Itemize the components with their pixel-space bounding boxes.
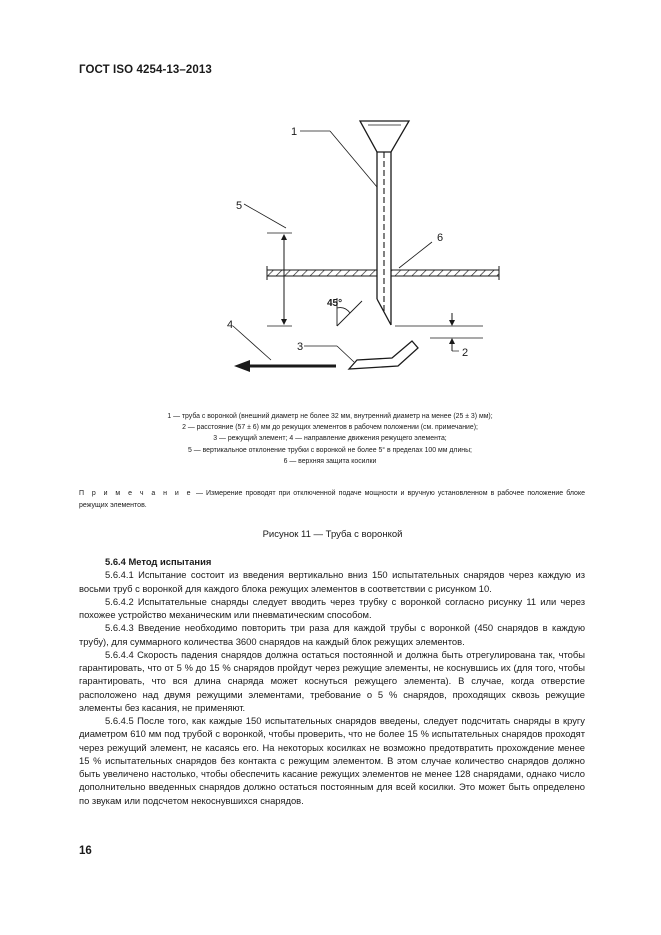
label-3: 3 [297, 341, 304, 353]
paragraph: 5.6.4.1 Испытание состоит из введения вертикально вниз 150 испытательных снарядов через каждую из восьми труб с воронкой для каждого блока режущих элементов в соответствии с рисунком 10. [79, 569, 585, 594]
label-6: 6 [437, 232, 444, 244]
note-text: — Измерение проводят при отключенной подаче мощности и вручную установленном в рабочее положение блоке режущих элементов. [79, 490, 585, 509]
note-prefix: П р и м е ч а н и е [79, 490, 193, 497]
paragraph: 5.6.4.5 После того, как каждые 150 испытательных снарядов введены, следует подсчитать снаряды в кругу диаметром 610 мм под трубой с воронкой, чтобы проверить, что не более 15 % испытательных снарядов проходят через режущий элемент, не касаясь его. На некоторых косилках не возможно предотвратить прохождение менее 15 % испытательных снарядов без контакта с режущим элементом. В этом случае количество снарядов должно быть увеличено настолько, чтобы обеспечить касание режущих элементов не менее 128 снарядами, однако число дополнительно введенных снарядов должно остаться постоянным для всей косилки. Это может быть определено по звукам или подсчетом некоснувшихся снарядов. [79, 715, 585, 806]
figure-note [79, 488, 585, 511]
label-2: 2 [462, 347, 469, 359]
vertical-deviation-dimension [267, 233, 292, 326]
label-4: 4 [227, 319, 234, 331]
funnel-cone [360, 121, 409, 152]
leader-lines [233, 131, 432, 362]
legend-line: 2 — расстояние (57 ± 6) мм до режущих элементов в рабочем положении (см. примечание); [182, 424, 478, 432]
legend-line: 5 — вертикальное отклонение трубки с воронкой не более 5° в пределах 100 мм длины; [188, 446, 472, 454]
figure-legend [80, 411, 580, 467]
legend-line: 1 — труба с воронкой (внешний диаметр не более 32 мм, внутренний диаметр на менее (25 ± 3) мм); [167, 413, 493, 420]
funnel-tube-diagram [0, 100, 661, 390]
paragraph: 5.6.4.4 Скорость падения снарядов должна остаться постоянной и должна быть отрегулирована так, чтобы гарантировать, что от 5 % до 15 % снарядов пройдут через режущие элементы, не коснувшись их (для того, чтобы гарантировать, что вся длина снаряда может коснуться режущего элемента). В случае, когда отверстие расположено над двумя режущими элементами, требование о 5 % снарядов, проходящих сквозь режущие элементы без касания, не применяют. [79, 648, 585, 713]
section-body [79, 555, 585, 807]
paragraph: 5.6.4.2 Испытательные снаряды следует вводить через трубку с воронкой согласно рисунку 11 или через похожее устройство механическим или пневматическим способом. [79, 595, 585, 620]
section-heading: 5.6.4 Метод испытания [105, 556, 212, 567]
legend-line: 6 — верхняя защита косилки [283, 457, 377, 465]
cutting-element [349, 341, 418, 369]
paragraph: 5.6.4.3 Введение необходимо повторить три раза для каждой трубы с воронкой (450 снарядов в каждую трубу), для суммарного количества 3600 снарядов на каждый блок режущих элементов. [79, 622, 585, 647]
legend-line: 3 — режущий элемент; 4 — направление движения режущего элемента; [213, 435, 447, 443]
figure-caption: Рисунок 11 — Труба с воронкой [262, 529, 403, 540]
top-guard-plate [267, 266, 499, 280]
distance-dimension [395, 313, 483, 351]
label-1: 1 [291, 126, 298, 138]
label-5: 5 [236, 200, 243, 212]
document-code-header: ГОСТ ISO 4254-13–2013 [79, 64, 212, 76]
page-number: 16 [79, 845, 92, 857]
label-angle: 45° [327, 298, 343, 309]
funnel-tube [377, 152, 391, 325]
movement-direction-arrow [234, 360, 336, 372]
